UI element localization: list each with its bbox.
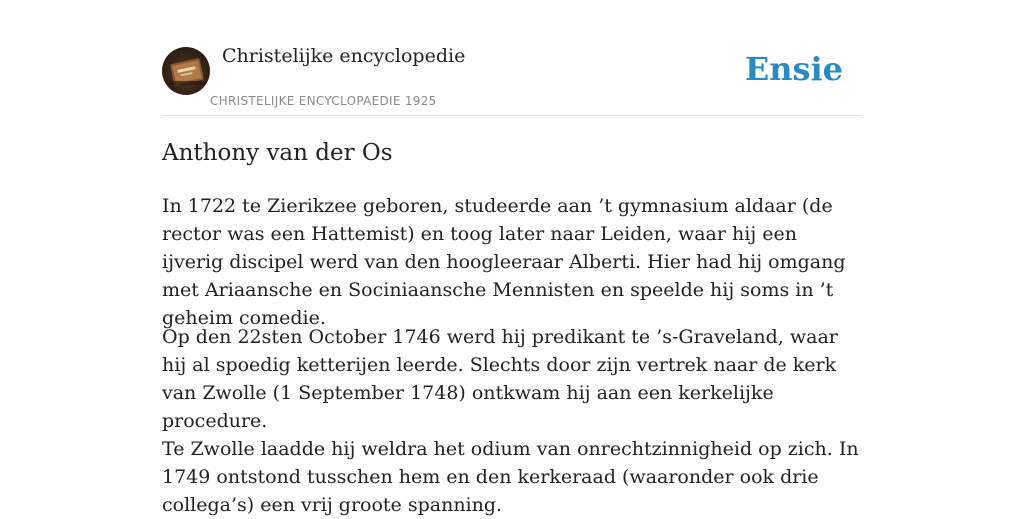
page bbox=[162, 0, 862, 516]
book-cover-icon bbox=[162, 47, 210, 95]
site-title[interactable]: Christelijke encyclopedie bbox=[222, 45, 466, 67]
article-paragraph: In 1722 te Zierikzee geboren, studeerde aan ’t gymnasium aldaar (de rector was een Hattemist) en toog later naar Leiden, waar hij een ijverig discipel werd van den hoogleeraar Alberti. Hier had hij omgang met Ariaansche en Sociniaansche Mennisten en speelde hij soms in ’t geheim comedie. bbox=[162, 195, 846, 329]
encyclopedia-avatar[interactable] bbox=[162, 47, 210, 95]
article-paragraph: Op den 22sten October 1746 werd hij predikant te ’s-Graveland, waar hij al spoedig ketterijen leerde. Slechts door zijn vertrek naar de kerk van Zwolle (1 September 1748) ontkwam hij aan een kerkelijke procedure. bbox=[162, 326, 838, 432]
article-title: Anthony van der Os bbox=[162, 140, 393, 166]
ensie-logo-link[interactable]: Ensie bbox=[744, 50, 843, 88]
site-header bbox=[162, 0, 862, 116]
article-paragraph: Te Zwolle laadde hij weldra het odium van onrechtzinnigheid op zich. In 1749 ontstond tusschen hem en den kerkeraad (waaronder ook drie collega’s) een vrij groote spanning. bbox=[162, 438, 859, 516]
site-subtitle: CHRISTELIJKE ENCYCLOPAEDIE 1925 bbox=[210, 94, 437, 108]
